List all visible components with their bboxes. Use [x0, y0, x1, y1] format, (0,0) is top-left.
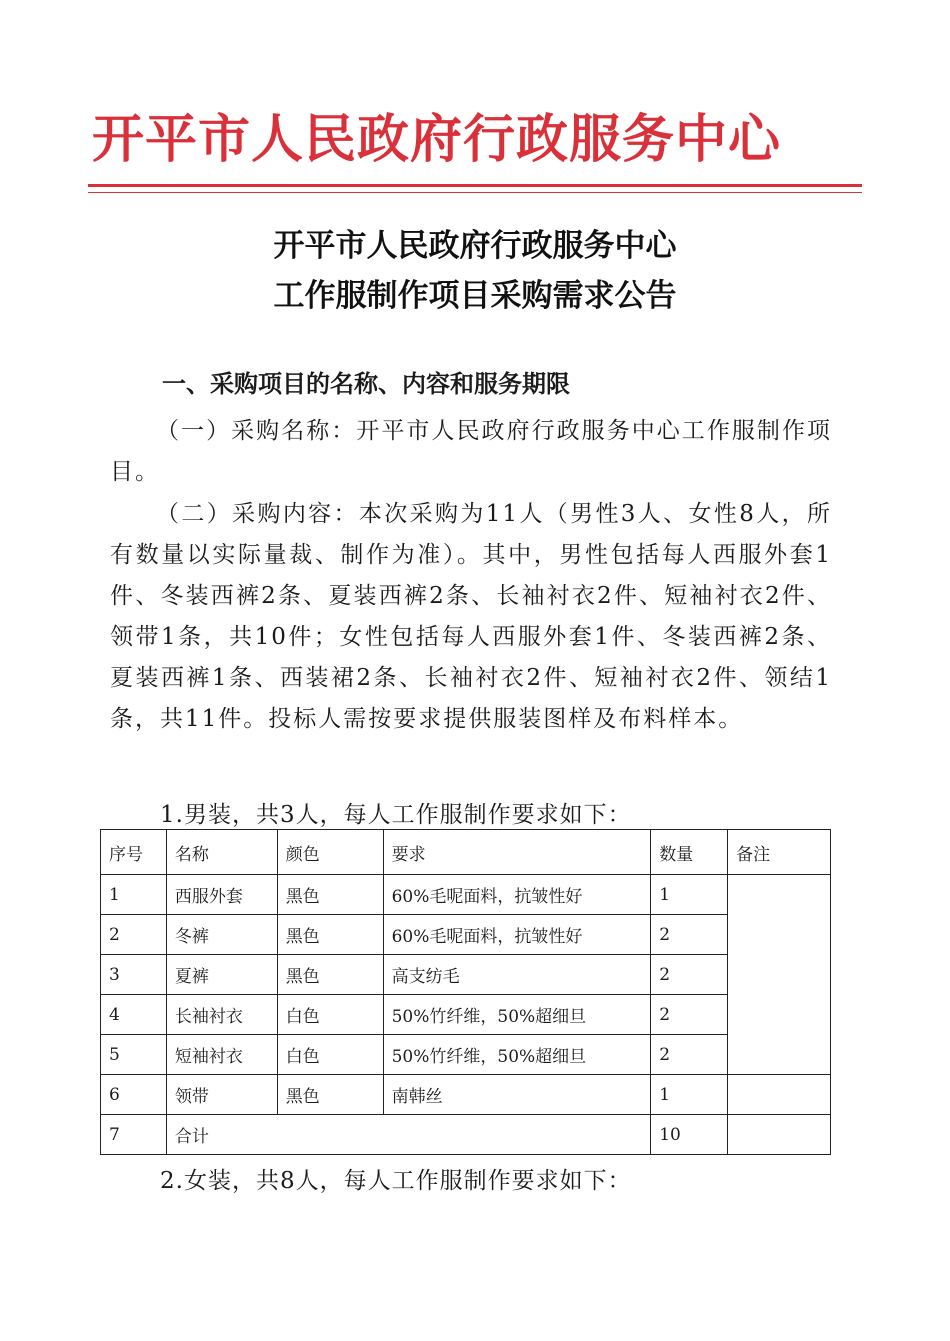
cell-requirement: 高支纺毛 [383, 955, 651, 995]
doc-title-line2: 工作服制作项目采购需求公告 [273, 278, 677, 314]
letterhead-rule-thick [88, 184, 862, 187]
cell-note-merged [728, 875, 831, 1075]
cell-color: 黑色 [277, 875, 383, 915]
cell-name: 夏裤 [166, 955, 277, 995]
header-requirement: 要求 [383, 830, 651, 875]
table-total-row [101, 1115, 831, 1155]
cell-total-label: 合计 [166, 1115, 650, 1155]
table-row [101, 1075, 831, 1115]
table-header-row [101, 830, 831, 875]
letterhead-org-name: 开平市人民政府行政服务中心 [92, 109, 782, 170]
letterhead-rule-thin [88, 192, 862, 193]
doc-title-line1: 开平市人民政府行政服务中心 [273, 228, 677, 264]
cell-name: 冬裤 [166, 915, 277, 955]
header-name: 名称 [166, 830, 277, 875]
table-row [101, 955, 831, 995]
cell-color: 白色 [277, 1035, 383, 1075]
table-row [101, 875, 831, 915]
cell-requirement: 南韩丝 [383, 1075, 651, 1115]
cell-seq: 7 [101, 1115, 167, 1155]
cell-color: 黑色 [277, 915, 383, 955]
cell-color: 黑色 [277, 955, 383, 995]
cell-quantity: 1 [651, 875, 728, 915]
cell-name: 长袖衬衣 [166, 995, 277, 1035]
list-label-men: 1.男装，共3人，每人工作服制作要求如下： [160, 802, 632, 828]
header-color: 颜色 [277, 830, 383, 875]
cell-requirement: 60%毛呢面料，抗皱性好 [383, 915, 651, 955]
cell-requirement: 50%竹纤维，50%超细旦 [383, 995, 651, 1035]
cell-color: 白色 [277, 995, 383, 1035]
paragraph-procurement-content: （二）采购内容：本次采购为11人（男性3人、女性8人，所有数量以实际量裁、制作为准）。其中，男性包括每人西服外套1件、冬装西裤2条、夏装西裤2条、长袖衬衣2件、短袖衬衣2件、领带1条，共10件；女性包括每人西服外套1件、冬装西裤2条、夏装西裤1条、西装裙2条、长袖衬衣2件、短袖衬衣2件、领结1条，共11件。投标人需按要求提供服装图样及布料样本。 [110, 501, 832, 732]
cell-requirement: 50%竹纤维，50%超细旦 [383, 1035, 651, 1075]
paragraph-procurement-name: （一）采购名称：开平市人民政府行政服务中心工作服制作项目。 [110, 418, 832, 485]
cell-name: 短袖衬衣 [166, 1035, 277, 1075]
cell-name: 领带 [166, 1075, 277, 1115]
header-quantity: 数量 [651, 830, 728, 875]
table-row [101, 915, 831, 955]
section-heading: 一、采购项目的名称、内容和服务期限 [162, 369, 570, 398]
cell-quantity: 1 [651, 1075, 728, 1115]
cell-name: 西服外套 [166, 875, 277, 915]
cell-note [728, 1075, 831, 1115]
cell-seq: 5 [101, 1035, 167, 1075]
cell-seq: 2 [101, 915, 167, 955]
table-row [101, 1035, 831, 1075]
cell-seq: 4 [101, 995, 167, 1035]
cell-color: 黑色 [277, 1075, 383, 1115]
cell-quantity: 2 [651, 915, 728, 955]
header-seq: 序号 [101, 830, 167, 875]
cell-quantity: 2 [651, 995, 728, 1035]
list-label-women: 2.女装，共8人，每人工作服制作要求如下： [160, 1168, 632, 1194]
cell-seq: 6 [101, 1075, 167, 1115]
cell-total-quantity: 10 [651, 1115, 728, 1155]
cell-seq: 3 [101, 955, 167, 995]
cell-note [728, 1115, 831, 1155]
header-note: 备注 [728, 830, 831, 875]
cell-seq: 1 [101, 875, 167, 915]
cell-quantity: 2 [651, 1035, 728, 1075]
cell-requirement: 60%毛呢面料，抗皱性好 [383, 875, 651, 915]
cell-quantity: 2 [651, 955, 728, 995]
table-row [101, 995, 831, 1035]
men-uniform-table [100, 829, 831, 1155]
